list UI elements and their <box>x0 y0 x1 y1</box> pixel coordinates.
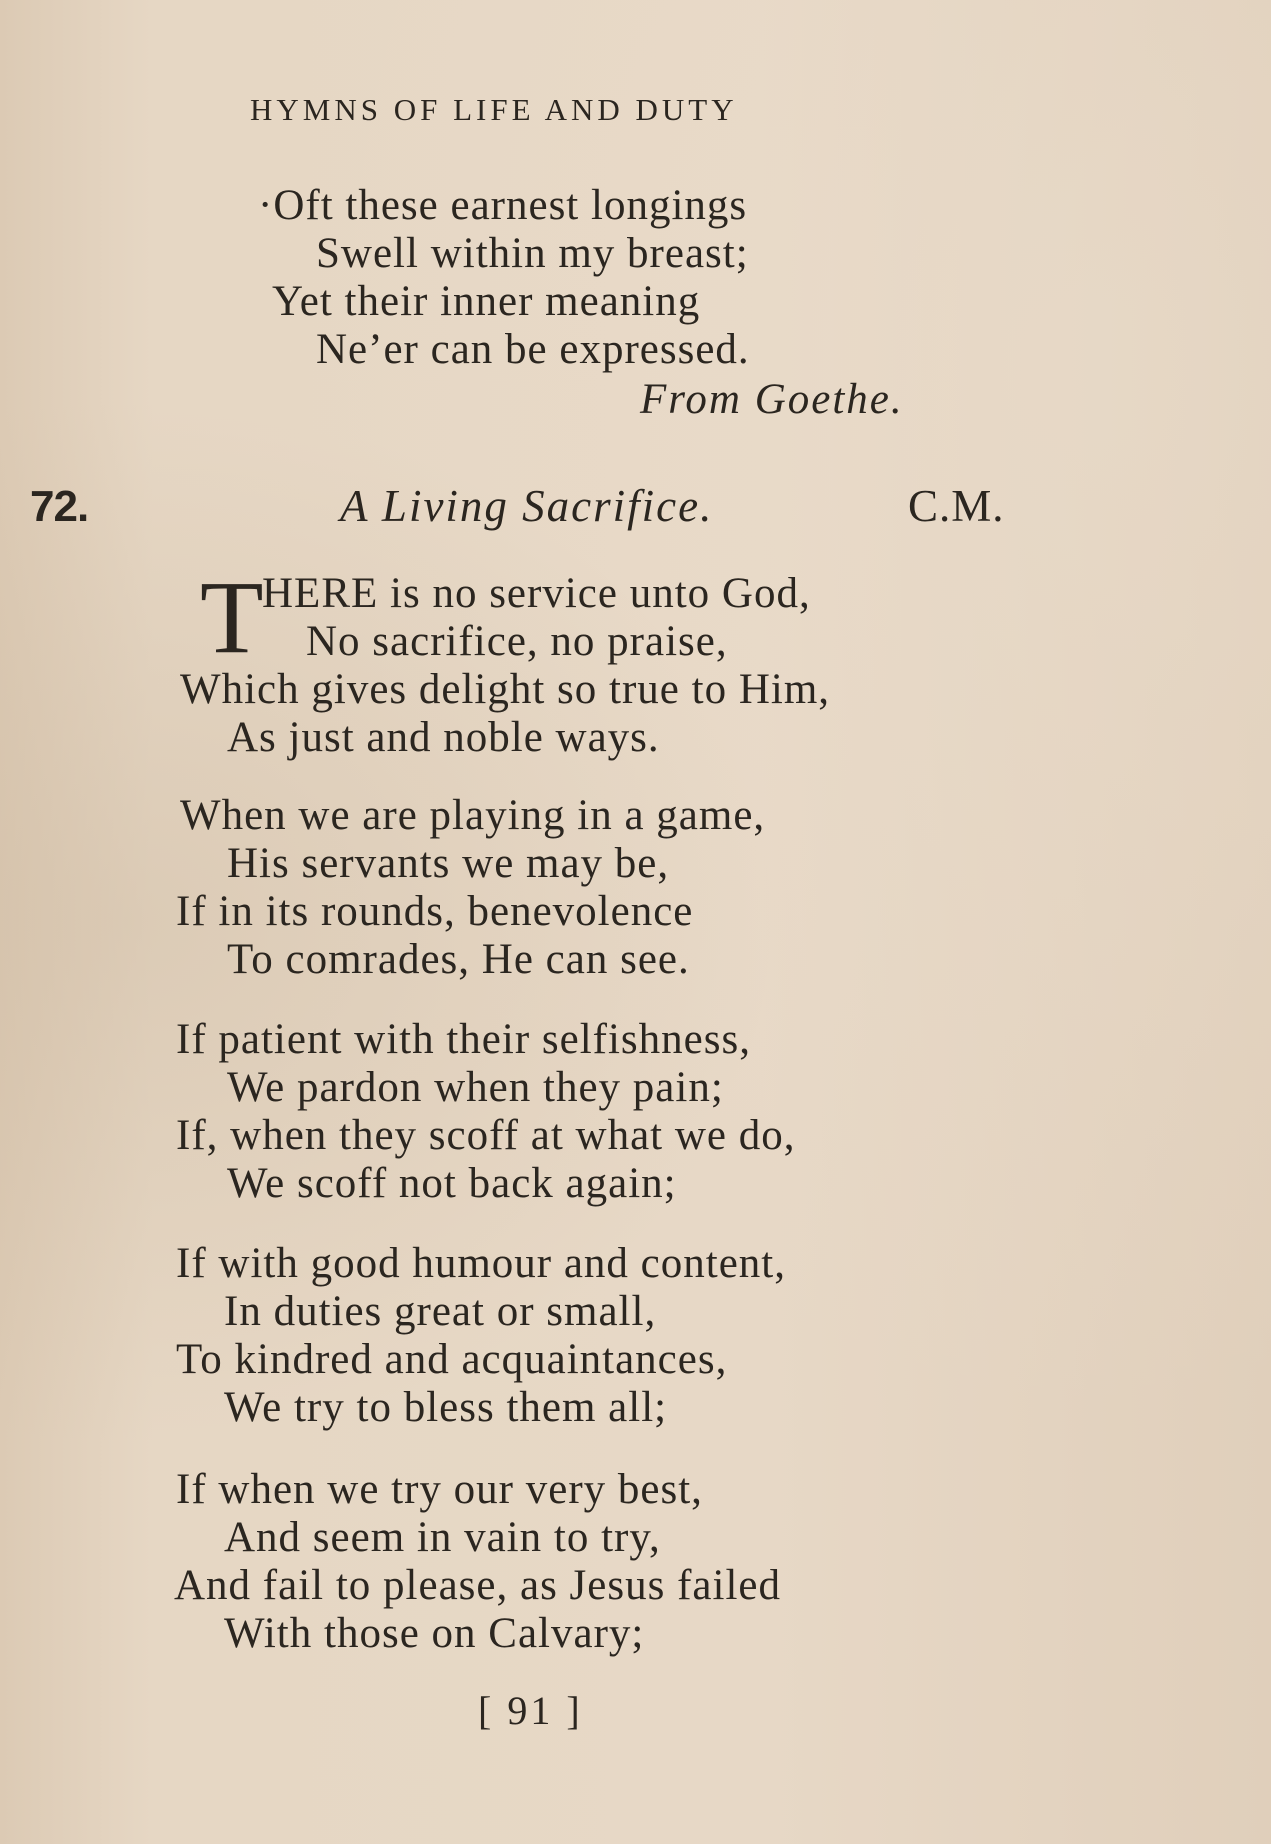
verse-line: We scoff not back again; <box>227 1160 677 1207</box>
verse-line: Ne’er can be expressed. <box>316 326 750 373</box>
verse-line: And seem in vain to try, <box>224 1514 661 1561</box>
verse-line: His servants we may be, <box>227 840 670 887</box>
verse-line: If patient with their selfishness, <box>176 1016 751 1063</box>
verse-line: Yet their inner meaning <box>272 278 701 325</box>
verse-line: ·Oft these earnest longings <box>258 182 748 229</box>
verse-line: And fail to please, as Jesus failed <box>174 1562 781 1609</box>
verse-line: If with good humour and content, <box>176 1240 787 1287</box>
hymn-number: 72. <box>30 482 89 531</box>
verse-line: We pardon when they pain; <box>227 1064 724 1111</box>
verse-line: No sacrifice, no praise, <box>306 618 728 665</box>
verse-line: To comrades, He can see. <box>227 936 690 983</box>
verse-line: If, when they scoff at what we do, <box>176 1112 796 1159</box>
verse-line: When we are playing in a game, <box>180 792 766 839</box>
verse-line: Which gives delight so true to Him, <box>180 666 831 713</box>
verse-line: We try to bless them all; <box>224 1384 668 1431</box>
verse-line: HERE is no service unto God, <box>262 570 811 617</box>
verse-line: In duties great or small, <box>224 1288 657 1335</box>
attribution: From Goethe. <box>640 376 904 423</box>
running-head: HYMNS OF LIFE AND DUTY <box>250 92 738 127</box>
verse-line: To kindred and acquaintances, <box>176 1336 728 1383</box>
page-number: [ 91 ] <box>478 1688 583 1733</box>
verse-line: With those on Calvary; <box>224 1610 645 1657</box>
verse-line: As just and noble ways. <box>227 714 660 761</box>
drop-cap: T <box>200 560 264 675</box>
verse-line: If when we try our very best, <box>176 1466 703 1513</box>
verse-line: Swell within my breast; <box>316 230 749 277</box>
hymn-meter: C.M. <box>908 481 1005 531</box>
verse-line: If in its rounds, benevolence <box>176 888 694 935</box>
hymn-title: A Living Sacrifice. <box>340 481 714 531</box>
